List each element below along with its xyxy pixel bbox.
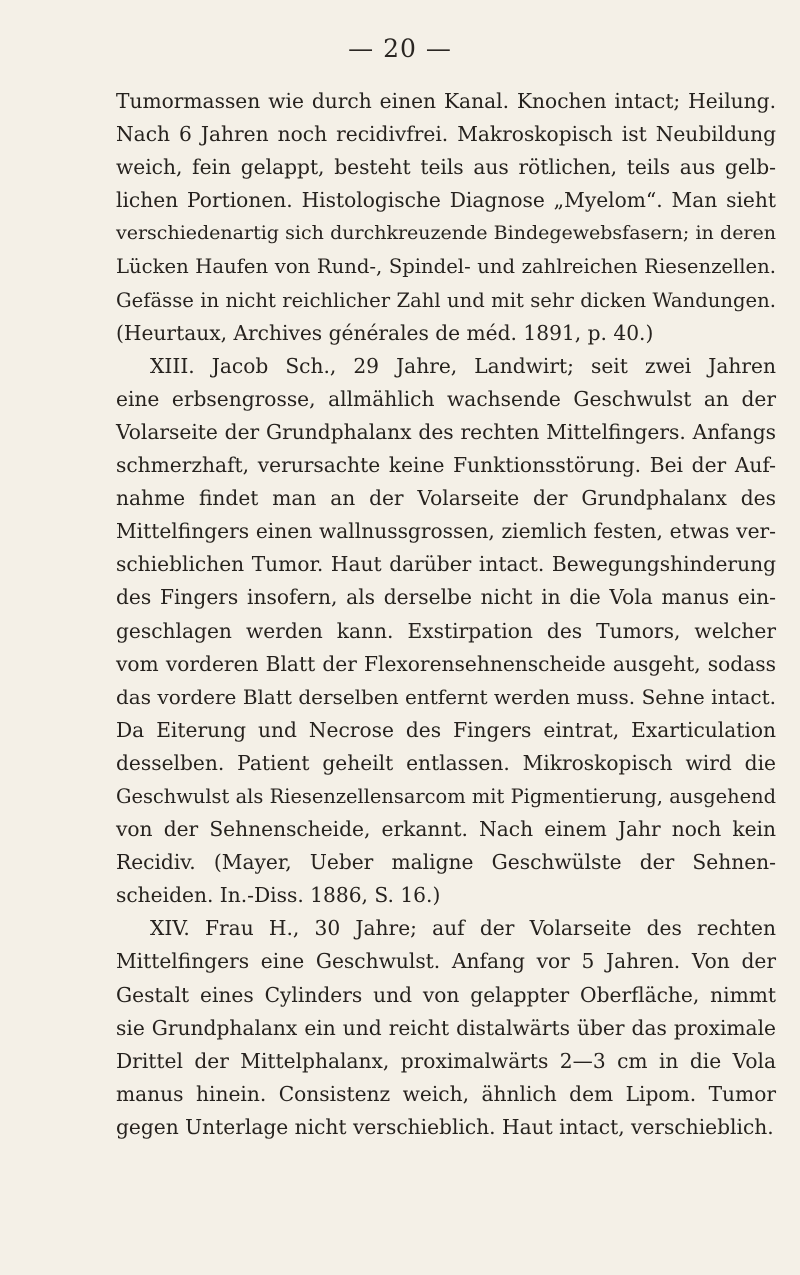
text-line: desselben. Patient geheilt entlassen. Mikroskopisch wird die xyxy=(116,750,776,775)
text-line: gegen Unterlage nicht verschieblich. Haut intact, verschieblich. xyxy=(116,1114,774,1139)
text-line: Da Eiterung und Necrose des Fingers eintrat, Exarticulation xyxy=(116,717,776,742)
text-line: geschlagen werden kann. Exstirpation des Tumors, welcher xyxy=(116,618,776,643)
text-line: weich, fein gelappt, besteht teils aus rötlichen, teils aus gelb- xyxy=(116,155,776,180)
paragraph xyxy=(116,912,776,1144)
text-line: Recidiv. (Mayer, Ueber maligne Geschwülste der Sehnen- xyxy=(116,850,776,875)
text-line: Mittelfingers einen wallnussgrossen, ziemlich festen, etwas ver- xyxy=(116,519,776,544)
text-line: vom vorderen Blatt der Flexorensehnenscheide ausgeht, sodass xyxy=(116,651,776,676)
text-line: schieblichen Tumor. Haut darüber intact. Bewegungshinderung xyxy=(116,552,776,577)
text-line: XIII. Jacob Sch., 29 Jahre, Landwirt; seit zwei Jahren xyxy=(150,353,776,378)
text-line: sie Grundphalanx ein und reicht distalwärts über das proximale xyxy=(116,1015,776,1040)
text-line: Lücken Haufen von Rund-, Spindel- und zahlreichen Riesenzellen. xyxy=(116,255,776,279)
text-line: eine erbsengrosse, allmählich wachsende Geschwulst an der xyxy=(116,386,776,411)
text-line: scheiden. In.-Diss. 1886, S. 16.) xyxy=(116,883,441,908)
text-line: manus hinein. Consistenz weich, ähnlich dem Lipom. Tumor xyxy=(116,1081,776,1106)
text-line: Volarseite der Grundphalanx des rechten Mittelfingers. Anfangs xyxy=(116,419,776,444)
text-line: schmerzhaft, verursachte keine Funktionsstörung. Bei der Auf- xyxy=(116,453,776,478)
text-line: Drittel der Mittelphalanx, proximalwärts 2—3 cm in die Vola xyxy=(116,1048,776,1073)
text-line: des Fingers insofern, als derselbe nicht in die Vola manus ein- xyxy=(116,585,776,610)
text-line: XIV. Frau H., 30 Jahre; auf der Volarseite des rechten xyxy=(150,916,776,941)
text-line: lichen Portionen. Histologische Diagnose „Myelom“. Man sieht xyxy=(116,188,776,213)
text-line: das vordere Blatt derselben entfernt werden muss. Sehne intact. xyxy=(116,684,776,709)
text-line: Geschwulst als Riesenzellensarcom mit Pigmentierung, ausgehend xyxy=(116,784,776,808)
text-line: Mittelfingers eine Geschwulst. Anfang vor 5 Jahren. Von der xyxy=(116,949,776,974)
page-number: — 20 — xyxy=(348,34,452,63)
body-text xyxy=(116,85,776,1144)
text-line: Nach 6 Jahren noch recidivfrei. Makroskopisch ist Neubildung xyxy=(116,122,776,147)
text-line: (Heurtaux, Archives générales de méd. 1891, p. 40.) xyxy=(116,320,654,345)
text-line: von der Sehnenscheide, erkannt. Nach einem Jahr noch kein xyxy=(116,817,776,842)
text-line: nahme findet man an der Volarseite der Grundphalanx des xyxy=(116,486,776,511)
text-line: Gefässe in nicht reichlicher Zahl und mit sehr dicken Wandungen. xyxy=(116,288,776,312)
text-line: Tumormassen wie durch einen Kanal. Knochen intact; Heilung. xyxy=(116,89,776,113)
paragraph xyxy=(116,85,776,350)
text-line: verschiedenartig sich durchkreuzende Bindegewebsfasern; in deren xyxy=(116,222,776,245)
paragraph xyxy=(116,350,776,913)
text-line: Gestalt eines Cylinders und von gelappter Oberfläche, nimmt xyxy=(116,982,776,1007)
